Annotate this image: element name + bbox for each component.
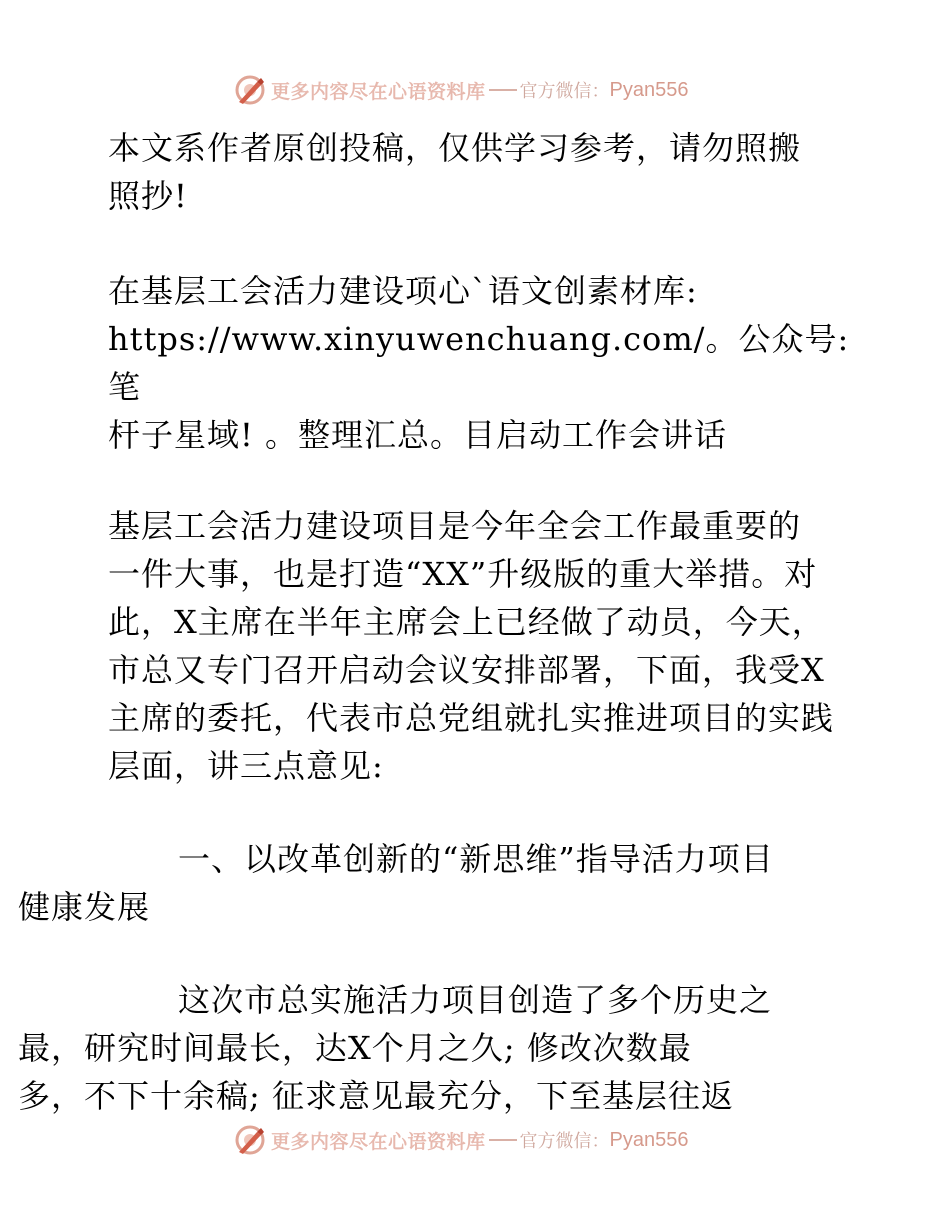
text-line: 健康发展 <box>18 888 151 926</box>
text-line: 基层工会活力建设项目是今年全会工作最重要的 <box>108 507 802 545</box>
text-line: 照抄! <box>108 177 188 215</box>
watermark-wechat-id: Pyan556 <box>609 78 689 101</box>
header-watermark <box>233 72 753 108</box>
text-line: 此，X主席在半年主席会上已经做了动员，今天， <box>108 603 825 641</box>
text-line: https://www.xinyuwenchuang.com/。公众号: 笔 <box>108 320 850 406</box>
watermark-sub-text: 官方微信： <box>519 81 610 102</box>
document-body <box>18 124 858 1120</box>
watermark-sub-text: 官方微信： <box>519 1131 610 1152</box>
watermark-wechat-id: Pyan556 <box>609 1128 689 1151</box>
pen-logo-icon <box>233 73 267 107</box>
watermark-dash <box>489 89 517 91</box>
footer-watermark <box>233 1122 753 1158</box>
watermark-main-text: 更多内容尽在心语资料库 <box>271 1130 486 1153</box>
paragraph-disclaimer <box>98 124 858 220</box>
paragraph-intro <box>98 502 858 790</box>
watermark-main-text: 更多内容尽在心语资料库 <box>271 80 486 103</box>
text-line: 一、以改革创新的“新思维”指导活力项目 <box>178 840 774 878</box>
watermark-dash <box>489 1139 517 1141</box>
text-line: 多，不下十余稿; 征求意见最充分，下至基层往返 <box>18 1077 734 1115</box>
paragraph-history <box>18 976 858 1120</box>
text-line: 市总又专门召开启动会议安排部署，下面，我受X <box>108 651 825 689</box>
section-heading <box>18 835 858 931</box>
text-line: 最，研究时间最长，达X个月之久; 修改次数最 <box>18 1029 692 1067</box>
text-line: 主席的委托，代表市总党组就扎实推进项目的实践 <box>108 699 835 737</box>
pen-logo-icon <box>233 1123 267 1157</box>
text-line: 杆子星域! 。整理汇总。目启动工作会讲话 <box>108 416 728 454</box>
text-line: 这次市总实施活力项目创造了多个历史之 <box>178 981 773 1019</box>
text-line: 层面，讲三点意见: <box>108 747 384 785</box>
text-line: 本文系作者原创投稿，仅供学习参考，请勿照搬 <box>108 129 802 167</box>
text-line: 在基层工会活力建设项心`语文创素材库: <box>108 272 698 310</box>
paragraph-source <box>98 267 858 459</box>
text-line: 一件大事，也是打造“XX”升级版的重大举措。对 <box>108 555 818 593</box>
